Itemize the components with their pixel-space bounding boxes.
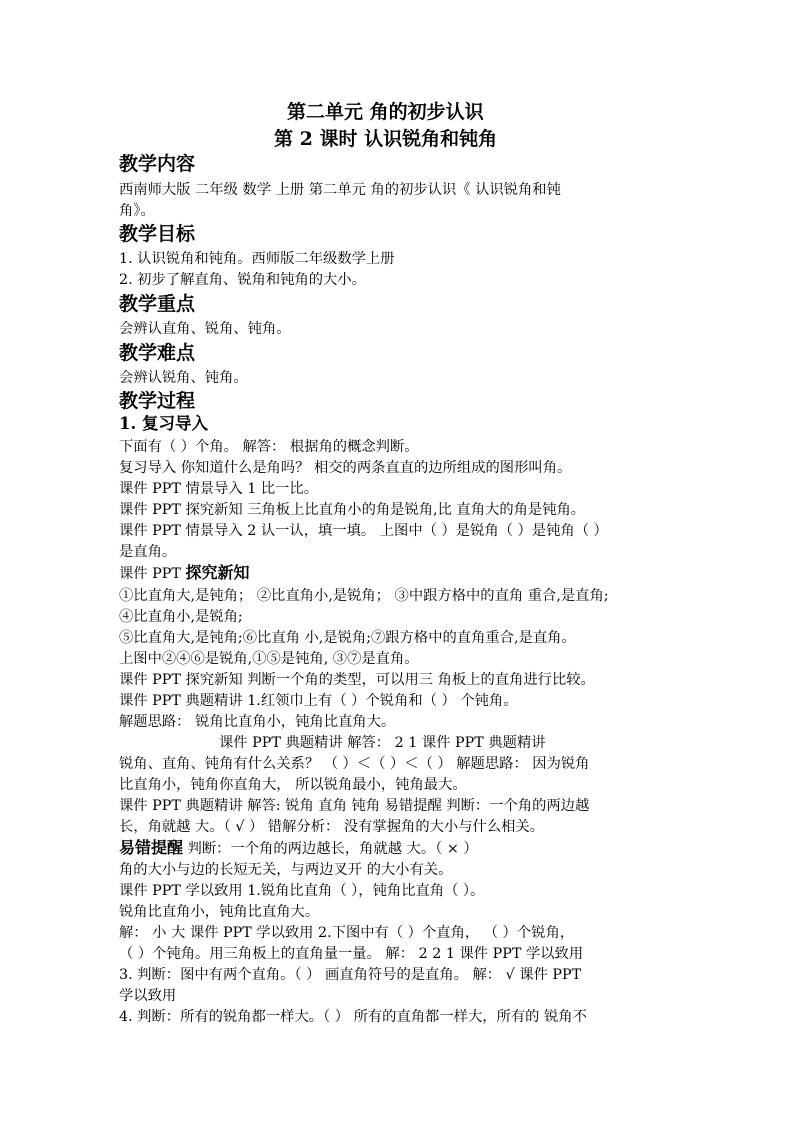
body-line: 课件 PPT 情景导入 2 认一认，填一填。 上图中（ ）是锐角（ ）是钝角（ ） [119, 523, 608, 539]
body-line: 3. 判断：图中有两个直角。（ ） 画直角符号的是直角。 解： √ 课件 PPT [119, 967, 582, 983]
body-line: 长，角就越 大。（ √ ） 错解分析： 没有掌握角的大小与什么相关。 [119, 819, 544, 835]
body-line: 课件 PPT 探究新知 三角板上比直角小的角是锐角,比 直角大的角是钝角。 [119, 502, 586, 518]
inline-heading-common-mistake: 易错提醒 [119, 838, 184, 857]
heading-key-points: 教学重点 [119, 293, 196, 315]
body-text: 课件 PPT [119, 566, 186, 582]
difficulty-line-1: 会辨认锐角、钝角。 [119, 370, 248, 386]
body-line: （ ）个钝角。用三角板上的直角量一量。 解： 2 2 1 课件 PPT 学以致用 [119, 946, 584, 962]
body-line: 是直角。 [119, 544, 177, 560]
goal-line-2: 2. 初步了解直角、锐角和钝角的大小。 [119, 272, 366, 288]
goal-line-1: 1. 认识锐角和钝角。西师版二年级数学上册 [119, 251, 395, 267]
body-line: 课件 PPT 典题精讲 1.红领巾上有（ ）个锐角和（ ） 个钝角。 [119, 693, 518, 709]
heading-difficulties: 教学难点 [119, 342, 196, 364]
body-line: ⑤比直角大,是钝角;⑥比直角 小,是锐角;⑦跟方格中的直角重合,是直角。 [119, 630, 576, 646]
body-line: 解题思路： 锐角比直角小，钝角比直角大。 [119, 714, 396, 730]
content-line-1: 西南师大版 二年级 数学 上册 第二单元 角的初步认识《 认识锐角和钝 [119, 182, 561, 198]
inline-heading-explore: 探究新知 [185, 563, 250, 582]
body-line: 课件 PPT 情景导入 1 比一比。 [119, 481, 319, 497]
body-line: 复习导入 你知道什么是角吗？ 相交的两条直直的边所组成的图形叫角。 [119, 460, 572, 476]
key-line-1: 会辨认直角、锐角、钝角。 [119, 321, 291, 337]
body-line: ④比直角小,是锐角; [119, 609, 243, 625]
body-line: 课件 PPT 探究新知 判断一个角的类型，可以用三 角板上的直角进行比较。 [119, 672, 595, 688]
body-text: 判断：一个角的两边越长，角就越 大。（ × ） [183, 841, 478, 857]
body-line: 上图中②④⑥是锐角,①⑤是钝角, ③⑦是直角。 [119, 651, 419, 667]
heading-teaching-process: 教学过程 [119, 390, 196, 412]
heading-teaching-goals: 教学目标 [119, 223, 196, 245]
body-line: 4. 判断：所有的锐角都一样大。（ ） 所有的直角都一样大，所有的 锐角不 [119, 1009, 587, 1025]
body-line: 锐角、直角、钝角有什么关系？ （ ）＜（ ）＜（ ） 解题思路： 因为锐角 [119, 756, 590, 772]
body-line: 下面有（ ）个角。 解答： 根据角的概念判断。 [119, 439, 419, 455]
body-line [119, 563, 249, 584]
step-1-heading: 1. 复习导入 [119, 414, 208, 433]
body-line [119, 838, 478, 859]
title-main: 第二单元 角的初步认识 [287, 101, 484, 123]
title-lesson: 第 2 课时 认识锐角和钝角 [274, 128, 498, 150]
body-line: ①比直角大,是钝角； ②比直角小,是锐角； ③中跟方格中的直角 重合,是直角; [119, 588, 609, 604]
body-line: 课件 PPT 学以致用 1.锐角比直角（ ），钝角比直角（ ）。 [119, 883, 485, 899]
body-line: 比直角小，钝角你直角大， 所以锐角最小，钝角最大。 [119, 777, 467, 793]
body-line: 课件 PPT 典题精讲 解答: 锐角 直角 钝角 易错提醒 判断：一个角的两边越 [119, 798, 590, 814]
heading-teaching-content: 教学内容 [119, 153, 196, 175]
body-line: 课件 PPT 典题精讲 解答： 2 1 课件 PPT 典题精讲 [219, 735, 546, 751]
body-line: 学以致用 [119, 988, 177, 1004]
body-line: 角的大小与边的长短无关，与两边叉开 的大小有关。 [119, 862, 453, 878]
body-line: 解： 小 大 课件 PPT 学以致用 2.下图中有（ ）个直角， （ ）个锐角， [119, 925, 575, 941]
body-line: 锐角比直角小，钝角比直角大。 [119, 904, 320, 920]
content-line-2: 角》。 [119, 203, 155, 219]
